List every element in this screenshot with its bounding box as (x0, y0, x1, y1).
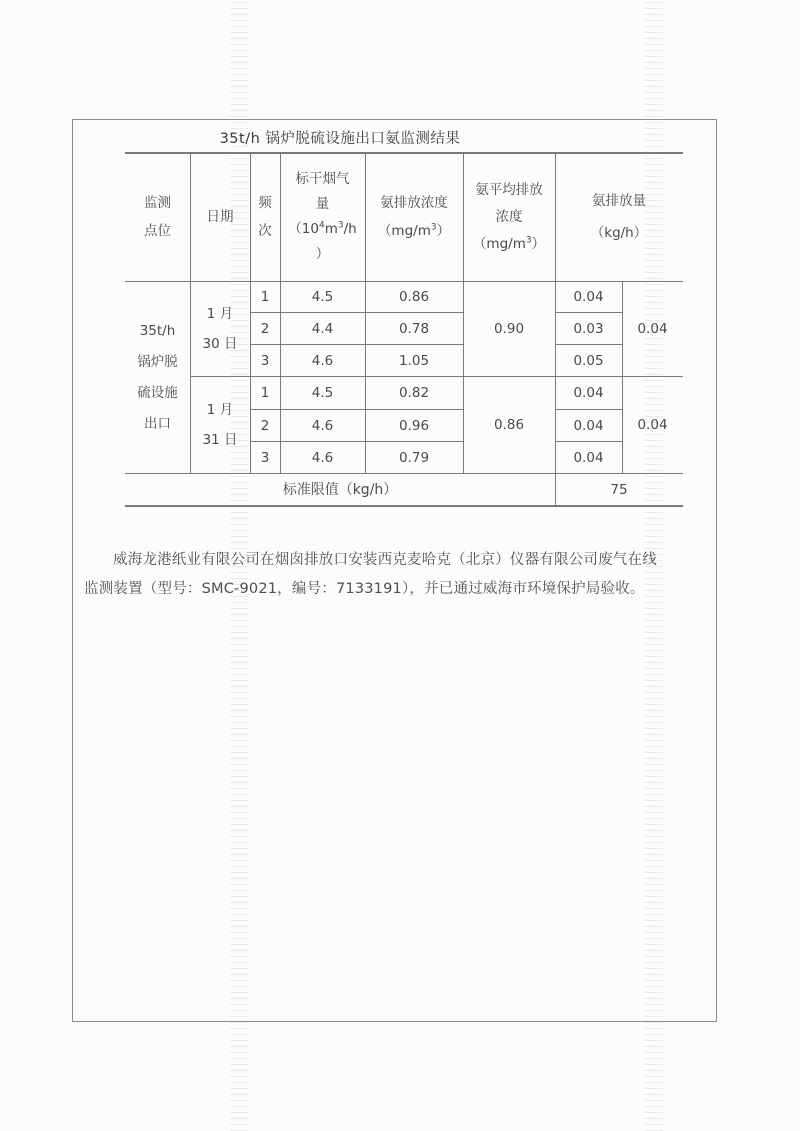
note-line-1: 威海龙港纸业有限公司在烟囱排放口安装西克麦哈克（北京）仪器有限公司废气在线 (113, 552, 657, 568)
date-cell-group-1: 1 月 30 日 (202, 306, 238, 352)
table-row-emission: 0.04 (573, 417, 604, 434)
table-row-emission: 0.04 (573, 289, 604, 305)
header-concentration: 氨排放浓度 $(mg/m^3)$ (377, 195, 451, 239)
table-row-conc: 0.86 (398, 289, 430, 305)
standard-limit-value: 75 (610, 481, 628, 498)
table-row-flue: 4.6 (311, 352, 334, 369)
date-cell-group-2: 1 月 31 日 (202, 402, 238, 448)
table-row-flue: 4.5 (311, 385, 334, 401)
header-flue-gas: 标干烟气 量 （$10^4m^3/h$ ） (288, 171, 357, 262)
average-concentration-group-2: 0.86 (493, 417, 525, 433)
header-frequency: 频 次 (258, 195, 272, 239)
average-concentration-group-1: 0.90 (493, 321, 525, 337)
note-paragraph (84, 546, 716, 604)
header-average-concentration: 氨平均排放 浓度 $(mg/m^3)$ (472, 181, 546, 252)
table-row-flue: 4.6 (311, 417, 334, 434)
table-row-freq: 1 (260, 289, 270, 305)
table-row-freq: 2 (260, 320, 270, 337)
table-row-freq: 3 (260, 449, 270, 466)
table-row-conc: 0.82 (398, 385, 430, 401)
table-row-emission: 0.04 (573, 385, 604, 401)
table-row-freq: 1 (260, 385, 270, 401)
note-line-2: 监测装置（型号：SMC-9021，编号：7133191），并已通过威海市环境保护局验收。 (84, 581, 645, 597)
header-date: 日期 (206, 208, 234, 225)
table-row-conc: 0.79 (398, 449, 430, 466)
table-row-flue: 4.6 (311, 449, 334, 466)
table-row-emission: 0.04 (573, 449, 604, 466)
table-row-emission: 0.03 (573, 320, 604, 337)
average-emission-group-2: 0.04 (637, 417, 668, 433)
table-row-conc: 0.96 (398, 417, 430, 434)
header-location: 监测 点位 (144, 195, 171, 239)
table-row-freq: 2 (260, 417, 270, 434)
table-row-flue: 4.5 (311, 289, 334, 305)
table-row-conc: 1.05 (398, 352, 430, 369)
table-row-flue: 4.4 (311, 320, 334, 337)
average-emission-group-1: 0.04 (637, 321, 668, 337)
standard-limit-label: 标准限值（kg/h） (282, 481, 398, 498)
header-emission: 氨排放量 （kg/h） (590, 193, 648, 241)
location-cell: 35t/h 锅炉脱 硫设施 出口 (137, 322, 178, 432)
table-title: 35t/h 锅炉脱硫设施出口氨监测结果 (219, 131, 461, 147)
table-row-conc: 0.78 (398, 320, 430, 337)
table-row-freq: 3 (260, 352, 270, 369)
table-row-emission: 0.05 (573, 352, 604, 369)
